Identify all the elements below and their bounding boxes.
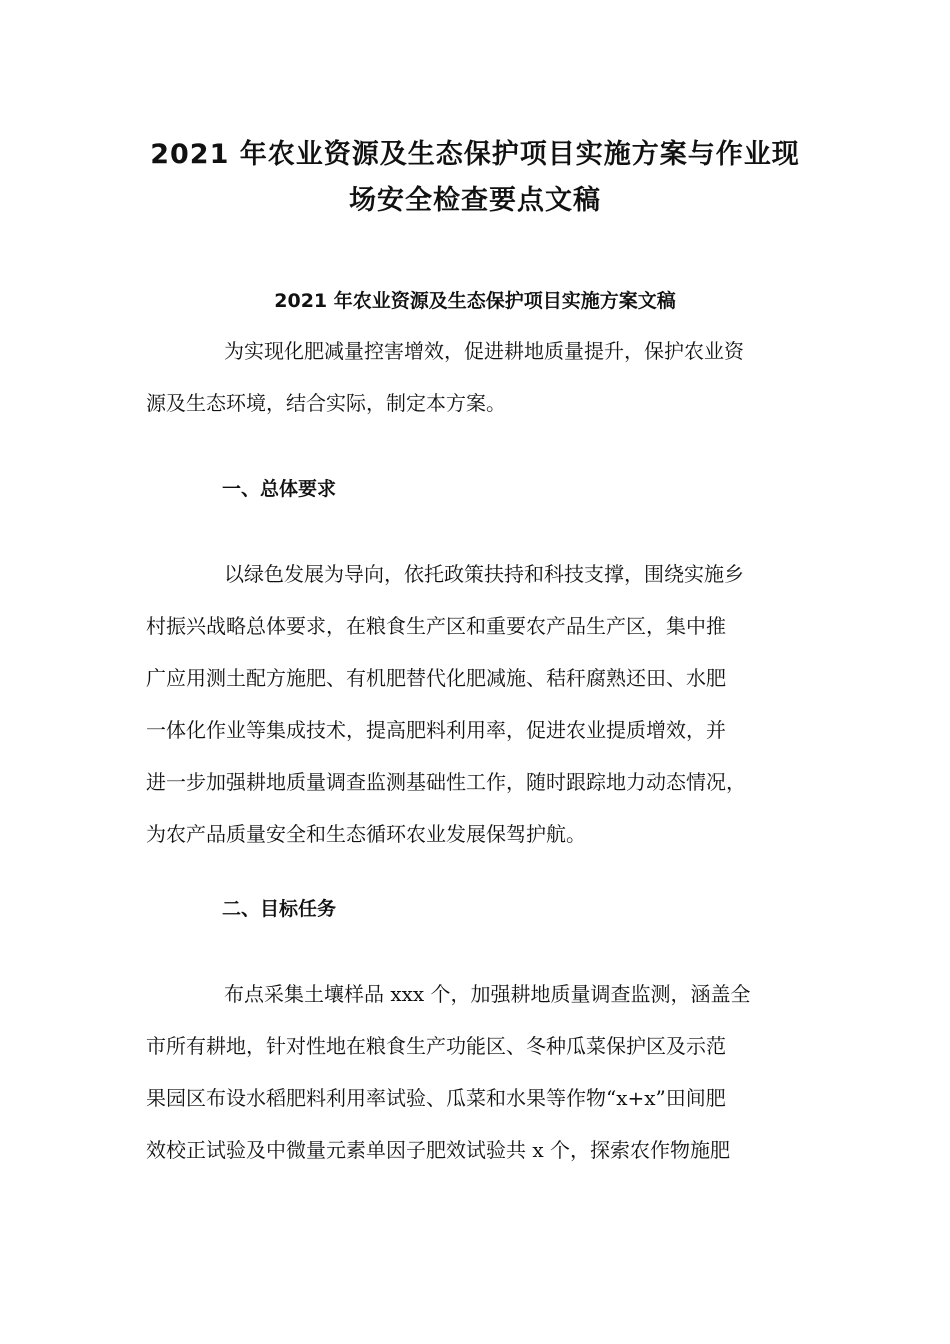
section-heading-general-requirements: 一、总体要求 bbox=[222, 478, 337, 500]
document-title-line-1: 2021 年农业资源及生态保护项目实施方案与作业现 bbox=[150, 139, 800, 170]
paragraph-line: 以绿色发展为导向，依托政策扶持和科技支撑，围绕实施乡 bbox=[224, 562, 744, 586]
paragraph-line: 广应用测土配方施肥、有机肥替代化肥减施、秸秆腐熟还田、水肥 bbox=[146, 666, 726, 690]
paragraph-line: 为农产品质量安全和生态循环农业发展保驾护航。 bbox=[146, 822, 586, 846]
section-subtitle: 2021 年农业资源及生态保护项目实施方案文稿 bbox=[274, 290, 676, 312]
paragraph-line: 一体化作业等集成技术，提高肥料利用率，促进农业提质增效，并 bbox=[146, 718, 726, 742]
paragraph-line: 源及生态环境，结合实际，制定本方案。 bbox=[146, 391, 506, 415]
document-title-line-2: 场安全检查要点文稿 bbox=[349, 185, 601, 216]
section-heading-target-tasks: 二、目标任务 bbox=[222, 898, 337, 920]
paragraph-line: 市所有耕地，针对性地在粮食生产功能区、冬种瓜菜保护区及示范 bbox=[146, 1034, 726, 1058]
paragraph-line: 村振兴战略总体要求，在粮食生产区和重要农产品生产区，集中推 bbox=[146, 614, 726, 638]
paragraph-line: 布点采集土壤样品 xxx 个，加强耕地质量调查监测，涵盖全 bbox=[224, 982, 751, 1006]
general-requirements-paragraph bbox=[146, 561, 826, 851]
paragraph-line: 果园区布设水稻肥料利用率试验、瓜菜和水果等作物“x+x”田间肥 bbox=[146, 1086, 726, 1110]
target-tasks-paragraph bbox=[146, 981, 826, 1167]
paragraph-line: 进一步加强耕地质量调查监测基础性工作，随时跟踪地力动态情况， bbox=[146, 770, 746, 794]
paragraph-line: 为实现化肥减量控害增效，促进耕地质量提升，保护农业资 bbox=[224, 339, 744, 363]
intro-paragraph bbox=[146, 338, 826, 418]
paragraph-line: 效校正试验及中微量元素单因子肥效试验共 x 个，探索农作物施肥 bbox=[146, 1138, 730, 1162]
